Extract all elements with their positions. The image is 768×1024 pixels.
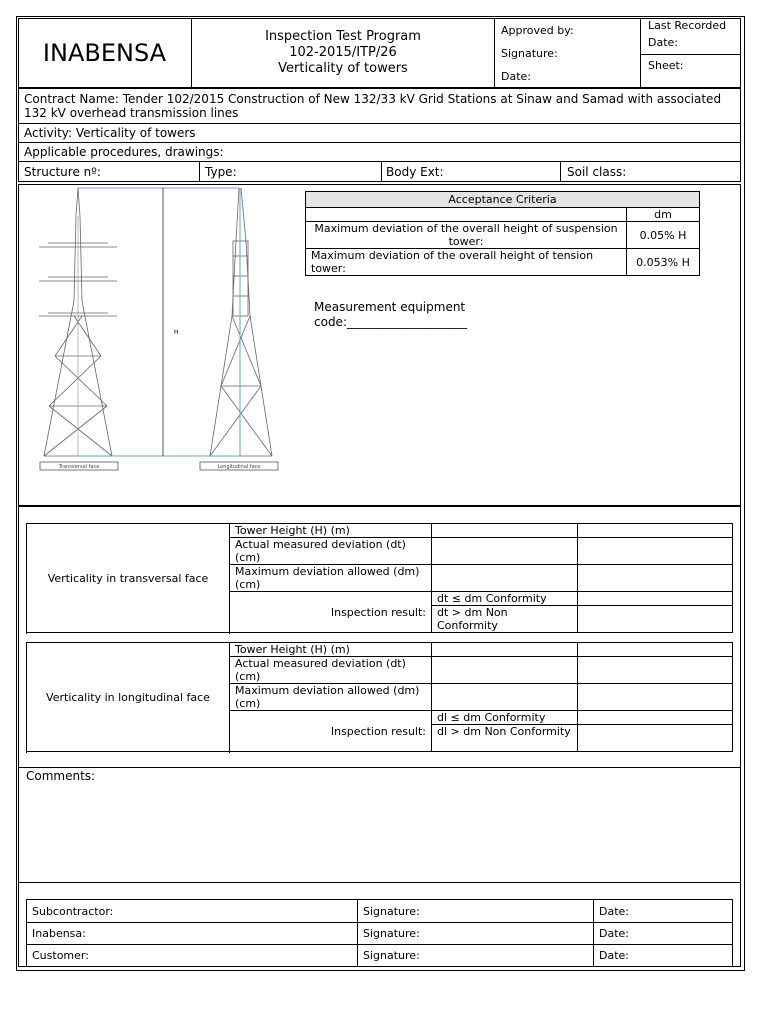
tower-diagram bbox=[34, 186, 284, 476]
approved-by-label: Approved by: bbox=[501, 24, 574, 37]
longitudinal-result-ok[interactable]: dl ≤ dm Conformity bbox=[432, 711, 578, 725]
transversal-deviation-label: Actual measured deviation (dt) (cm) bbox=[230, 538, 432, 565]
transversal-max-value-1[interactable] bbox=[432, 565, 578, 592]
longitudinal-height-label: Tower Height (H) (m) bbox=[230, 643, 432, 657]
procedures-row bbox=[18, 142, 741, 162]
transversal-max-value-2[interactable] bbox=[578, 565, 733, 592]
signoff-signature[interactable]: Signature: bbox=[358, 900, 594, 923]
record-cell bbox=[641, 18, 741, 88]
program-code: 102-2015/ITP/26 bbox=[289, 45, 397, 60]
comments-label: Comments: bbox=[26, 769, 96, 783]
longitudinal-height-value-2[interactable] bbox=[578, 643, 733, 657]
acceptance-suspension-value: 0.05% H bbox=[627, 222, 700, 249]
longitudinal-result-nok[interactable]: dl > dm Non Conformity bbox=[432, 725, 578, 752]
transversal-table bbox=[26, 523, 733, 633]
transversal-result-ok[interactable]: dt ≤ dm Conformity bbox=[432, 592, 578, 606]
transversal-height-label: Tower Height (H) (m) bbox=[230, 524, 432, 538]
structure-row bbox=[18, 161, 741, 182]
longitudinal-result-nok-value[interactable] bbox=[578, 725, 733, 752]
longitudinal-title: Verticality in longitudinal face bbox=[27, 643, 230, 752]
longitudinal-height-value-1[interactable] bbox=[432, 643, 578, 657]
transversal-result-nok[interactable]: dt > dm Non Conformity bbox=[432, 606, 578, 633]
signoff-party: Subcontractor: bbox=[27, 900, 358, 923]
signoff-table bbox=[26, 899, 733, 967]
longitudinal-result-ok-value[interactable] bbox=[578, 711, 733, 725]
longitudinal-table bbox=[26, 642, 733, 752]
sheet-label: Sheet: bbox=[648, 59, 684, 72]
transversal-height-value-2[interactable] bbox=[578, 524, 733, 538]
measurement-equipment bbox=[314, 300, 467, 330]
transversal-result-label: Inspection result: bbox=[230, 592, 432, 633]
measurement-equipment-code[interactable]: code:____________________ bbox=[314, 315, 467, 329]
measurement-equipment-label: Measurement equipment bbox=[314, 300, 466, 314]
transversal-deviation-value-1[interactable] bbox=[432, 538, 578, 565]
signoff-row bbox=[27, 900, 733, 923]
signoff-date[interactable]: Date: bbox=[594, 900, 733, 923]
acceptance-header-blank bbox=[306, 208, 627, 222]
structure-divider-2 bbox=[381, 162, 382, 181]
signoff-row bbox=[27, 945, 733, 967]
signoff-party: Customer: bbox=[27, 945, 358, 967]
acceptance-table bbox=[305, 191, 700, 276]
acceptance-unit-header: dm bbox=[627, 208, 700, 222]
last-recorded-date-label: Date: bbox=[648, 36, 678, 49]
record-divider bbox=[641, 54, 741, 55]
acceptance-title: Acceptance Criteria bbox=[306, 192, 700, 208]
longitudinal-deviation-value-1[interactable] bbox=[432, 657, 578, 684]
structure-divider-3 bbox=[560, 162, 561, 181]
longitudinal-max-value-1[interactable] bbox=[432, 684, 578, 711]
contract-name: Contract Name: Tender 102/2015 Construction of New 132/33 kV Grid Stations at Sinaw and Samad with associated 132 kV overhead transmission lines bbox=[24, 92, 722, 120]
acceptance-tension-label: Maximum deviation of the overall height of tension tower: bbox=[306, 249, 627, 276]
soil-class-label: Soil class: bbox=[567, 165, 627, 179]
signoff-row bbox=[27, 923, 733, 945]
company-name: INABENSA bbox=[42, 39, 167, 67]
signoff-signature[interactable]: Signature: bbox=[358, 923, 594, 945]
company-logo-cell bbox=[18, 18, 192, 88]
transversal-caption: Transversal face bbox=[58, 464, 100, 470]
acceptance-suspension-label: Maximum deviation of the overall height of suspension tower: bbox=[306, 222, 627, 249]
longitudinal-max-label: Maximum deviation allowed (dm) (cm) bbox=[230, 684, 432, 711]
structure-label: Structure nº: bbox=[24, 165, 101, 179]
signoff-date[interactable]: Date: bbox=[594, 945, 733, 967]
activity-row bbox=[18, 123, 741, 143]
contract-row bbox=[18, 88, 741, 124]
approval-cell bbox=[495, 18, 641, 88]
longitudinal-caption: Longitudinal face bbox=[217, 464, 261, 470]
date-label: Date: bbox=[501, 70, 531, 83]
signoff-signature[interactable]: Signature: bbox=[358, 945, 594, 967]
longitudinal-deviation-label: Actual measured deviation (dt) (cm) bbox=[230, 657, 432, 684]
structure-divider-1 bbox=[199, 162, 200, 181]
body-ext-label: Body Ext: bbox=[386, 165, 444, 179]
last-recorded-label: Last Recorded bbox=[648, 19, 727, 32]
acceptance-tension-value: 0.053% H bbox=[627, 249, 700, 276]
procedures-text: Applicable procedures, drawings: bbox=[24, 145, 224, 159]
program-title-cell bbox=[192, 18, 495, 88]
transversal-height-value-1[interactable] bbox=[432, 524, 578, 538]
activity-text: Activity: Verticality of towers bbox=[24, 126, 196, 140]
transversal-deviation-value-2[interactable] bbox=[578, 538, 733, 565]
program-subject: Verticality of towers bbox=[278, 61, 408, 76]
type-label: Type: bbox=[205, 165, 237, 179]
height-label: H bbox=[174, 329, 179, 336]
longitudinal-max-value-2[interactable] bbox=[578, 684, 733, 711]
longitudinal-deviation-value-2[interactable] bbox=[578, 657, 733, 684]
transversal-result-nok-value[interactable] bbox=[578, 606, 733, 633]
transversal-result-ok-value[interactable] bbox=[578, 592, 733, 606]
transversal-title: Verticality in transversal face bbox=[27, 524, 230, 633]
program-title: Inspection Test Program bbox=[265, 29, 421, 44]
signoff-party: Inabensa: bbox=[27, 923, 358, 945]
transversal-max-label: Maximum deviation allowed (dm) (cm) bbox=[230, 565, 432, 592]
comments-section[interactable] bbox=[18, 767, 741, 883]
signature-label: Signature: bbox=[501, 47, 558, 60]
signoff-date[interactable]: Date: bbox=[594, 923, 733, 945]
longitudinal-result-label: Inspection result: bbox=[230, 711, 432, 752]
